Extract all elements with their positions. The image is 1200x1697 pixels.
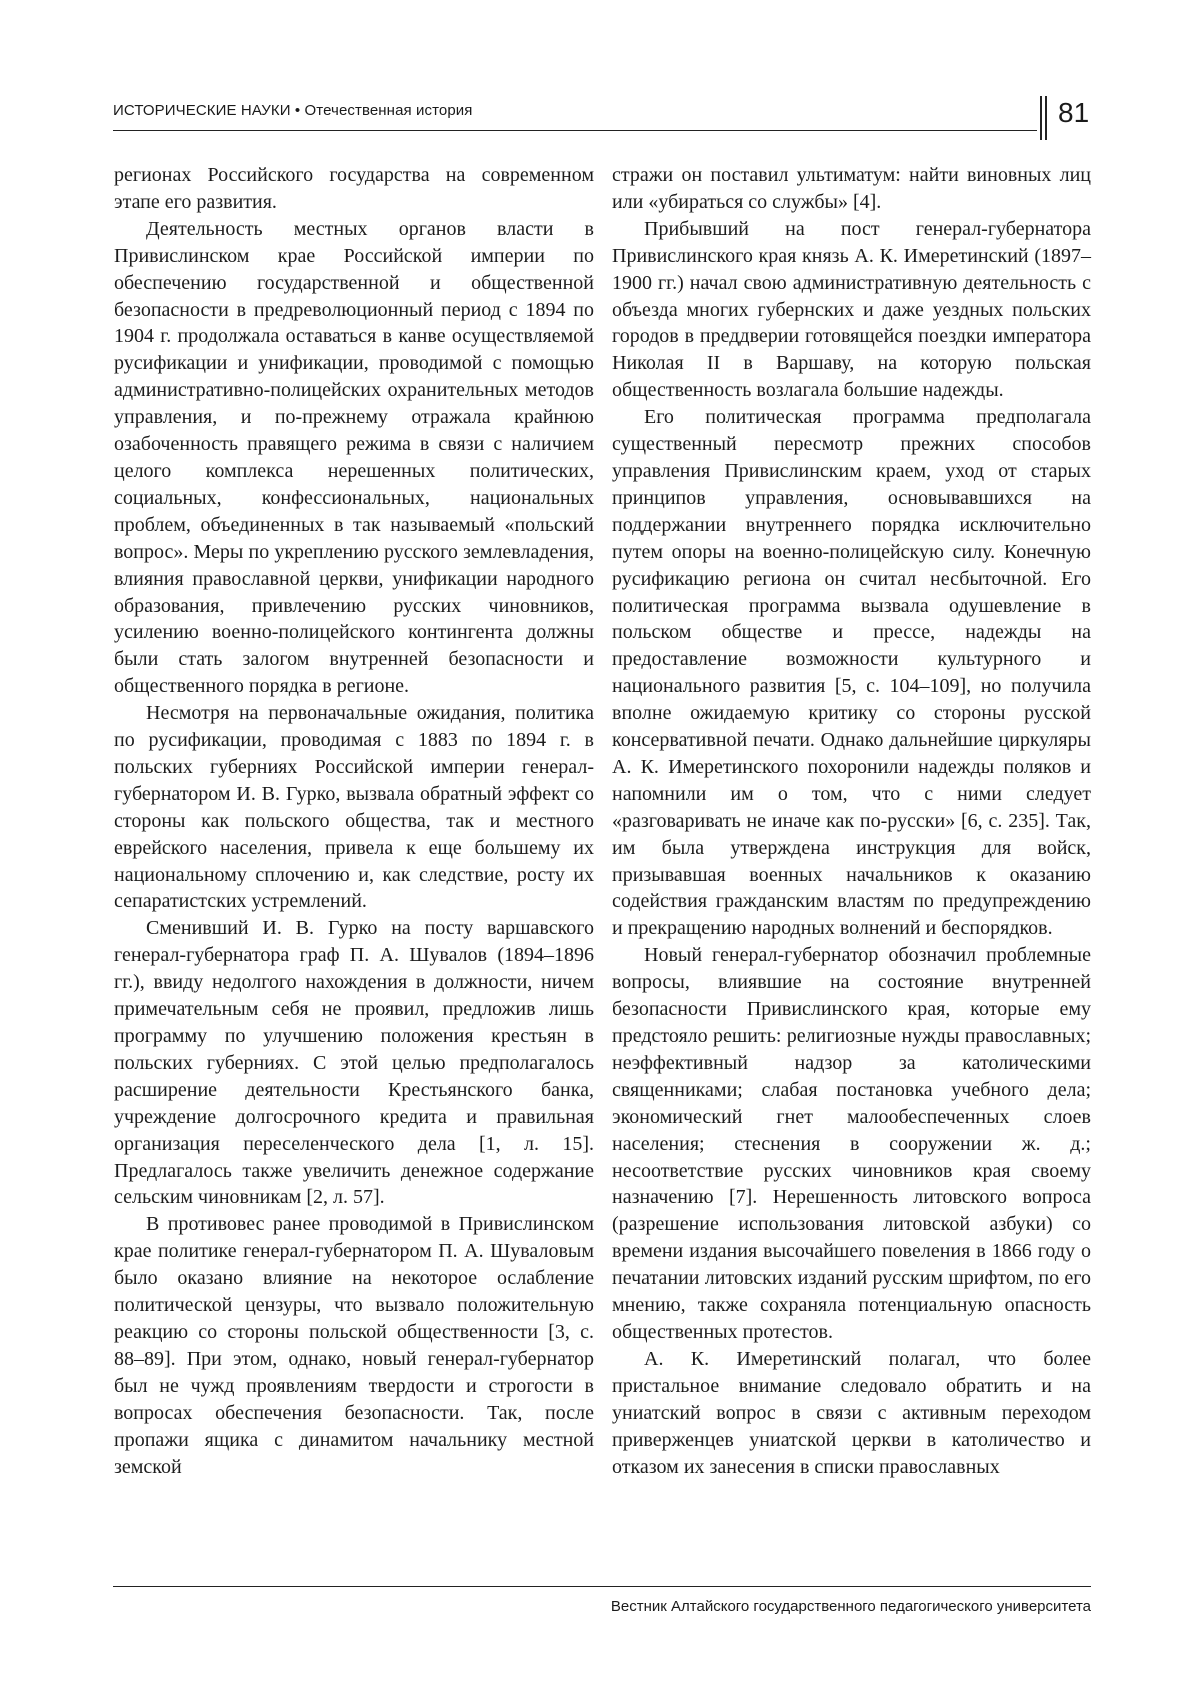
running-header [113,96,1040,132]
header-separator: • [290,102,305,119]
paragraph: Его политическая программа предполагала существенный пересмотр прежних способов управления Привислинским краем, уход от старых принципов управления, основывавшихся на поддержании внутреннего порядка исключительно путем опоры на военно-полицейскую силу. Конечную русификацию региона он считал несбыточной. Его политическая программа вызвала одушевление в польском обществе и прессе, надежды на предоставление возможности культурного и национального развития [5, с. 104–109], но получила вполне ожидаемую критику со стороны русской консервативной печати. Однако дальнейшие циркуляры А. К. Имеретинского похоронили надежды поляков и напомнили им о том, что с ними следует «разговаривать не иначе как по-русски» [6, с. 235]. Так, им была утверждена инструкция для войск, призывавшая военных начальников к оказанию содействия гражданским властям по предупреждению и прекращению народных волнений и беспорядков. [612,406,1091,940]
header-divider-bar [1040,96,1042,140]
journal-footer: Вестник Алтайского государственного педагогического университета [610,1598,1091,1615]
paragraph: В противовес ранее проводимой в Привислинском крае политике генерал-губернатором П. А. Шуваловым было оказано влияние на некоторое ослабление политической цензуры, что вызвало положительную реакцию со стороны польской общественности [3, с. 88–89]. При этом, однако, новый генерал-губернатор был не чужд проявлениям твердости и строгости в вопросах обеспечения безопасности. Так, после пропажи ящика с динамитом начальнику местной земской [114,1213,594,1478]
header-title [113,102,472,119]
header-section: ИСТОРИЧЕСКИЕ НАУКИ [113,102,291,119]
paragraph: Несмотря на первоначальные ожидания, политика по русификации, проводимая с 1883 по 1894 г. в польских губерниях Российской империи генерал-губернатором И. В. Гурко, вызвала обратный эффект со стороны как польского общества, так и местного еврейского населения, привела к еще большему их национальному сплочению и, как следствие, росту их сепаратистских устремлений. [114,702,594,913]
right-column [612,162,1091,1480]
paragraph: Новый генерал-губернатор обозначил проблемные вопросы, влиявшие на состояние внутренней безопасности Привислинского края, которые ему предстояло решить: религиозные нужды православных; неэффективный надзор за католическими священниками; слабая постановка учебного дела; экономический гнет малообеспеченных слоев населения; стеснения в сооружении ж. д.; несоответствие русских чиновников края своему назначению [7]. Нерешенность литовского вопроса (разрешение использования литовской азбуки) со времени издания высочайшего повеления в 1866 году о печатании литовских изданий русским шрифтом, по его мнению, также сохраняла потенциальную опасность общественных протестов. [612,944,1091,1343]
paragraph: регионах Российского государства на современном этапе его развития. [114,164,594,213]
header-rule [113,130,1037,131]
footer-rule [113,1586,1091,1587]
paragraph: А. К. Имеретинский полагал, что более пристальное внимание следовало обратить и на униатский вопрос в связи с активным переходом приверженцев униатской церкви в католичество и отказом их занесения в списки православных [612,1347,1091,1478]
header-divider-bar [1045,96,1047,140]
paragraph: Деятельность местных органов власти в Привислинском крае Российской империи по обеспечению государственной и общественной безопасности в предреволюционный период с 1894 по 1904 г. продолжала оставаться в канве осуществляемой русификации и унификации, проводимой с помощью административно-полицейских охранительных методов управления, и по-прежнему отражала крайнюю озабоченность правящего режима в связи с наличием целого комплекса нерешенных политических, социальных, конфессиональных, национальных проблем, объединенных в так называемый «польский вопрос». Меры по укреплению русского землевладения, влияния православной церкви, унификации народного образования, привлечению русских чиновников, усилению военно-полицейского контингента должны были стать залогом внутренней безопасности и общественного порядка в регионе. [114,217,594,698]
header-subsection: Отечественная история [304,102,473,119]
left-column [114,162,594,1480]
paragraph: Сменивший И. В. Гурко на посту варшавского генерал-губернатора граф П. А. Шувалов (1894–1896 гг.), ввиду недолгого нахождения в должности, ничем примечательным себя не проявил, предложив лишь программу по улучшению положения крестьян в польских губерниях. С этой целью предполагалось расширение деятельности Крестьянского банка, учреждение долгосрочного кредита и правильная организация переселенческого дела [1, л. 15]. Предлагалось также увеличить денежное содержание сельским чиновникам [2, л. 57]. [114,917,594,1209]
paragraph: стражи он поставил ультиматум: найти виновных лиц или «убираться со службы» [4]. [612,164,1091,213]
paragraph: Прибывший на пост генерал-губернатора Привислинского края князь А. К. Имеретинский (1897–1900 гг.) начал свою административную деятельность с объезда многих губернских и даже уездных польских городов в преддверии готовящейся поездки императора Николая II в Варшаву, на которую польская общественность возлагала большие надежды. [612,217,1091,402]
page-number: 81 [1058,97,1090,128]
